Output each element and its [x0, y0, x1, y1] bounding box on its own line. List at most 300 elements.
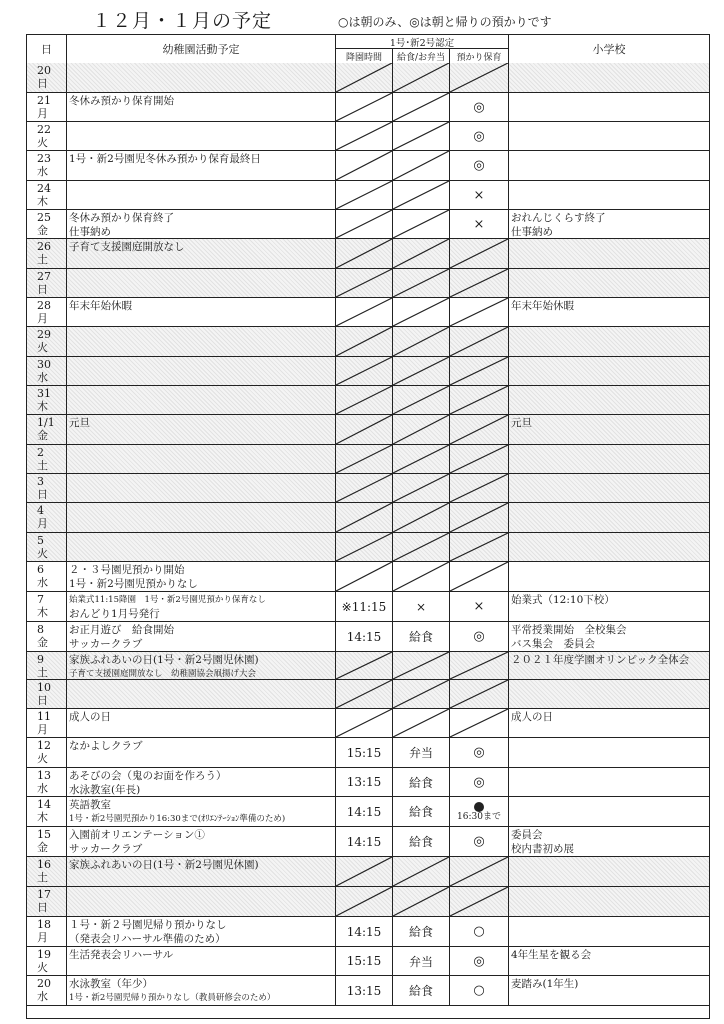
- not-applicable-slash: [393, 680, 449, 708]
- school-line: 元旦: [511, 417, 532, 429]
- not-applicable-slash: [393, 709, 449, 737]
- school-line: 仕事納め: [511, 226, 553, 238]
- dismissal-time-cell: [336, 887, 393, 916]
- activity-cell: [67, 797, 336, 826]
- date-number: 12: [37, 739, 51, 752]
- dismissal-time-cell: 15:15: [336, 947, 393, 975]
- activity-cell: [67, 63, 336, 92]
- meal-cell: 給食: [393, 976, 450, 1005]
- activity-line: 冬休み預かり保育開始: [69, 95, 174, 107]
- activity-line: 1号・新2号園児帰り預かりなし（教員研修会のため）: [69, 993, 276, 1003]
- elementary-school-cell: [509, 474, 709, 502]
- meal-cell: [393, 269, 450, 297]
- elementary-school-cell: [509, 63, 709, 92]
- elementary-school-cell: [509, 503, 709, 532]
- date-number: 3: [37, 475, 44, 488]
- date-number: 8: [37, 623, 44, 636]
- day-cell: [27, 592, 67, 621]
- dismissal-time-cell: [336, 210, 393, 238]
- care-mark: ◎: [473, 834, 485, 849]
- elementary-school-cell: [509, 239, 709, 268]
- extended-care-cell: [450, 181, 509, 209]
- dismissal-time-cell: [336, 533, 393, 561]
- dismissal-time-cell: [336, 269, 393, 297]
- activity-cell: [67, 93, 336, 121]
- not-applicable-slash: [336, 709, 392, 737]
- meal-cell: [393, 151, 450, 180]
- extended-care-cell: [450, 503, 509, 532]
- day-cell: [27, 357, 67, 385]
- care-until: 16:30まで: [457, 811, 501, 822]
- meal-cell: [393, 709, 450, 737]
- table-row: [27, 386, 709, 415]
- elementary-school-cell: [509, 415, 709, 444]
- extended-care-cell: [450, 210, 509, 238]
- not-applicable-slash: [450, 445, 508, 473]
- not-applicable-slash: [393, 652, 449, 679]
- care-mark: ×: [473, 599, 485, 614]
- day-cell: [27, 976, 67, 1005]
- activity-line: 英語教室: [69, 799, 111, 811]
- elementary-school-cell: [509, 827, 709, 856]
- elementary-school-cell: [509, 327, 709, 356]
- activity-line: 始業式11:15降園 1号・新2号園児預かり保育なし: [69, 595, 266, 605]
- activity-line: 元旦: [69, 417, 90, 429]
- day-cell: [27, 827, 67, 856]
- not-applicable-slash: [336, 210, 392, 238]
- meal-cell: [393, 210, 450, 238]
- table-row: [27, 93, 709, 122]
- not-applicable-slash: [393, 63, 449, 92]
- care-mark: ○: [473, 983, 485, 998]
- not-applicable-slash: [336, 298, 392, 326]
- care-mark: [474, 802, 484, 812]
- day-cell: [27, 239, 67, 268]
- care-mark: ×: [473, 187, 485, 203]
- not-applicable-slash: [336, 887, 392, 916]
- activity-cell: [67, 503, 336, 532]
- date-number: 7: [37, 593, 44, 606]
- activity-cell: [67, 181, 336, 209]
- activity-cell: [67, 768, 336, 796]
- not-applicable-slash: [450, 709, 508, 737]
- weekday: 月: [37, 723, 48, 736]
- school-line: おれんじくらす終了: [511, 212, 606, 224]
- table-row: [27, 709, 709, 738]
- extended-care-cell: [450, 680, 509, 708]
- table-row: [27, 947, 709, 976]
- dismissal-time-cell: [336, 357, 393, 385]
- elementary-school-cell: [509, 768, 709, 796]
- not-applicable-slash: [336, 680, 392, 708]
- extended-care-cell: [450, 445, 509, 473]
- not-applicable-slash: [336, 445, 392, 473]
- school-line: 始業式（12:10下校）: [511, 594, 615, 606]
- not-applicable-slash: [393, 269, 449, 297]
- activity-cell: [67, 917, 336, 946]
- weekday: 金: [37, 429, 48, 442]
- not-applicable-slash: [393, 887, 449, 916]
- date-number: 9: [37, 653, 44, 666]
- not-applicable-slash: [336, 63, 392, 92]
- weekday: 日: [37, 694, 48, 707]
- activity-cell: [67, 738, 336, 767]
- table-row: [27, 269, 709, 298]
- meal-cell: [393, 680, 450, 708]
- dismissal-time-cell: [336, 474, 393, 502]
- meal-cell: ×: [393, 592, 450, 621]
- extended-care-cell: [450, 151, 509, 180]
- activity-line: 1号・新2号園児預かり16:30まで(ｵﾘｴﾝﾃｰｼｮﾝ準備のため): [69, 814, 286, 824]
- not-applicable-slash: [450, 652, 508, 679]
- not-applicable-slash: [393, 151, 449, 180]
- extended-care-cell: [450, 797, 509, 826]
- dismissal-time-cell: [336, 680, 393, 708]
- table-row: [27, 298, 709, 327]
- weekday: 日: [37, 488, 48, 501]
- not-applicable-slash: [393, 93, 449, 121]
- elementary-school-cell: [509, 357, 709, 385]
- not-applicable-slash: [393, 533, 449, 561]
- table-row: [27, 239, 709, 269]
- table-row: [27, 445, 709, 474]
- activity-cell: [67, 592, 336, 621]
- extended-care-cell: [450, 533, 509, 561]
- table-row: [27, 415, 709, 445]
- elementary-school-cell: [509, 797, 709, 826]
- activity-cell: [67, 474, 336, 502]
- meal-cell: [393, 63, 450, 92]
- activity-cell: [67, 122, 336, 150]
- table-row: [27, 917, 709, 947]
- dismissal-time-cell: [336, 122, 393, 150]
- date-number: 20: [37, 64, 51, 77]
- care-mark: ◎: [473, 99, 485, 115]
- not-applicable-slash: [450, 503, 508, 532]
- not-applicable-slash: [450, 887, 508, 916]
- meal-cell: [393, 181, 450, 209]
- activity-line: 水泳教室(年長): [69, 784, 141, 796]
- day-cell: [27, 738, 67, 767]
- dismissal-time-cell: [336, 63, 393, 92]
- meal-cell: [393, 93, 450, 121]
- table-row: [27, 797, 709, 827]
- header-certified-group: 1号･新2号認定: [336, 35, 509, 48]
- not-applicable-slash: [336, 239, 392, 268]
- activity-line: 水泳教室（年少）: [69, 978, 153, 990]
- activity-line: 子育て支援園庭開放なし 幼稚園協会凧揚げ大会: [69, 669, 257, 679]
- not-applicable-slash: [393, 298, 449, 326]
- weekday: 火: [37, 752, 48, 765]
- meal-cell: 給食: [393, 827, 450, 856]
- table-row: [27, 210, 709, 239]
- date-number: 18: [37, 918, 51, 931]
- not-applicable-slash: [336, 652, 392, 679]
- activity-cell: [67, 976, 336, 1005]
- activity-cell: [67, 947, 336, 975]
- weekday: 木: [37, 606, 48, 619]
- activity-line: 子育て支援園庭開放なし: [69, 241, 185, 253]
- meal-cell: 給食: [393, 768, 450, 796]
- day-cell: [27, 415, 67, 444]
- day-cell: [27, 533, 67, 561]
- day-cell: [27, 269, 67, 297]
- care-mark: ×: [473, 216, 485, 232]
- dismissal-time-cell: [336, 181, 393, 209]
- extended-care-cell: [450, 947, 509, 975]
- day-cell: [27, 709, 67, 737]
- date-number: 24: [37, 182, 51, 195]
- extended-care-cell: [450, 768, 509, 796]
- weekday: 月: [37, 931, 48, 944]
- day-cell: [27, 917, 67, 946]
- table-row: [27, 63, 709, 93]
- extended-care-cell: [450, 738, 509, 767]
- not-applicable-slash: [336, 562, 392, 591]
- extended-care-cell: [450, 622, 509, 651]
- meal-cell: [393, 298, 450, 326]
- legend-note: ○は朝のみ、◎は朝と帰りの預かりです: [338, 15, 552, 29]
- activity-cell: [67, 239, 336, 268]
- table-header: [27, 35, 709, 64]
- activity-line: お正月遊び 給食開始: [69, 624, 174, 636]
- extended-care-cell: [450, 122, 509, 150]
- care-mark: ◎: [473, 745, 485, 760]
- day-cell: [27, 887, 67, 916]
- weekday: 木: [37, 195, 48, 208]
- not-applicable-slash: [336, 151, 392, 180]
- table-row: [27, 976, 709, 1006]
- activity-cell: [67, 709, 336, 737]
- activity-line: おんどり1月号発行: [69, 608, 160, 620]
- activity-cell: [67, 210, 336, 238]
- meal-cell: 給食: [393, 797, 450, 826]
- elementary-school-cell: [509, 622, 709, 651]
- care-mark: ◎: [473, 774, 485, 790]
- care-mark: ○: [473, 924, 485, 939]
- meal-cell: [393, 357, 450, 385]
- elementary-school-cell: [509, 592, 709, 621]
- activity-line: あそびの会（鬼のお面を作ろう）: [69, 770, 227, 782]
- activity-line: （発表会リハーサル準備のため）: [69, 933, 226, 945]
- weekday: 火: [37, 547, 48, 560]
- dismissal-time-cell: 15:15: [336, 738, 393, 767]
- day-cell: [27, 947, 67, 975]
- elementary-school-cell: [509, 122, 709, 150]
- header-extended-care: 預かり保育: [450, 48, 509, 63]
- weekday: 木: [37, 400, 48, 413]
- not-applicable-slash: [393, 503, 449, 532]
- not-applicable-slash: [336, 357, 392, 385]
- activity-cell: [67, 680, 336, 708]
- not-applicable-slash: [450, 562, 508, 591]
- weekday: 火: [37, 961, 48, 974]
- weekday: 水: [37, 990, 48, 1003]
- activity-cell: [67, 622, 336, 651]
- school-line: 平常授業開始 全校集会: [511, 624, 627, 636]
- school-line: 委員会: [511, 829, 543, 841]
- not-applicable-slash: [393, 181, 449, 209]
- dismissal-time-cell: 13:15: [336, 768, 393, 796]
- meal-cell: [393, 415, 450, 444]
- day-cell: [27, 327, 67, 356]
- not-applicable-slash: [336, 857, 392, 886]
- date-number: 20: [37, 977, 51, 990]
- extended-care-cell: [450, 827, 509, 856]
- not-applicable-slash: [393, 445, 449, 473]
- elementary-school-cell: [509, 947, 709, 975]
- not-applicable-slash: [393, 857, 449, 886]
- elementary-school-cell: [509, 533, 709, 561]
- date-number: 5: [37, 534, 44, 547]
- not-applicable-slash: [336, 327, 392, 356]
- not-applicable-slash: [393, 415, 449, 444]
- extended-care-cell: [450, 327, 509, 356]
- extended-care-cell: [450, 709, 509, 737]
- meal-cell: 給食: [393, 917, 450, 946]
- table-row: [27, 857, 709, 887]
- school-line: 4年生星を観る会: [511, 949, 592, 961]
- not-applicable-slash: [393, 386, 449, 414]
- table-row: [27, 827, 709, 857]
- elementary-school-cell: [509, 151, 709, 180]
- activity-cell: [67, 887, 336, 916]
- not-applicable-slash: [450, 386, 508, 414]
- day-cell: [27, 298, 67, 326]
- activity-line: １号・新２号園児帰り預かりなし: [69, 919, 227, 931]
- activity-cell: [67, 652, 336, 679]
- day-cell: [27, 122, 67, 150]
- date-number: 2: [37, 446, 44, 459]
- not-applicable-slash: [450, 239, 508, 268]
- not-applicable-slash: [336, 474, 392, 502]
- extended-care-cell: [450, 887, 509, 916]
- meal-cell: [393, 857, 450, 886]
- activity-cell: [67, 857, 336, 886]
- extended-care-cell: [450, 592, 509, 621]
- not-applicable-slash: [393, 327, 449, 356]
- meal-cell: [393, 386, 450, 414]
- extended-care-cell: [450, 357, 509, 385]
- extended-care-cell: [450, 474, 509, 502]
- day-cell: [27, 768, 67, 796]
- dismissal-time-cell: [336, 857, 393, 886]
- weekday: 月: [37, 312, 48, 325]
- meal-cell: [393, 562, 450, 591]
- school-line: 年末年始休暇: [511, 300, 574, 312]
- table-row: [27, 122, 709, 151]
- day-cell: [27, 445, 67, 473]
- extended-care-cell: [450, 93, 509, 121]
- table-row: [27, 622, 709, 652]
- weekday: 日: [37, 283, 48, 296]
- activity-line: 家族ふれあいの日(1号・新2号園児休園): [69, 859, 259, 871]
- care-mark: ◎: [473, 128, 485, 144]
- filled-circle-icon: [474, 802, 484, 812]
- weekday: 土: [37, 871, 48, 884]
- date-number: 14: [37, 798, 51, 811]
- date-number: 29: [37, 328, 51, 341]
- dismissal-time-cell: [336, 652, 393, 679]
- not-applicable-slash: [393, 562, 449, 591]
- not-applicable-slash: [450, 63, 508, 92]
- elementary-school-cell: [509, 210, 709, 238]
- activity-line: ２・３号園児預かり開始: [69, 564, 185, 576]
- meal-cell: [393, 327, 450, 356]
- not-applicable-slash: [336, 386, 392, 414]
- extended-care-cell: [450, 976, 509, 1005]
- elementary-school-cell: [509, 652, 709, 679]
- activity-line: サッカークラブ: [69, 843, 143, 855]
- activity-line: 冬休み預かり保育終了: [69, 212, 174, 224]
- dismissal-time-cell: [336, 415, 393, 444]
- meal-cell: [393, 887, 450, 916]
- not-applicable-slash: [393, 239, 449, 268]
- date-number: 26: [37, 240, 51, 253]
- table-row: [27, 887, 709, 917]
- not-applicable-slash: [336, 503, 392, 532]
- extended-care-cell: [450, 63, 509, 92]
- date-number: 19: [37, 948, 51, 961]
- table-row: [27, 680, 709, 709]
- weekday: 火: [37, 341, 48, 354]
- extended-care-cell: [450, 298, 509, 326]
- activity-line: 仕事納め: [69, 226, 111, 238]
- school-line: 成人の日: [511, 711, 553, 723]
- school-line: 麦踏み(1年生): [511, 978, 579, 990]
- extended-care-cell: [450, 269, 509, 297]
- date-number: 23: [37, 152, 51, 165]
- not-applicable-slash: [393, 357, 449, 385]
- dismissal-time-cell: 14:15: [336, 622, 393, 651]
- table-row: [27, 768, 709, 797]
- extended-care-cell: [450, 415, 509, 444]
- activity-cell: [67, 298, 336, 326]
- activity-line: なかよしクラブ: [69, 740, 143, 752]
- table-row: [27, 652, 709, 680]
- date-number: 13: [37, 769, 51, 782]
- care-mark: ◎: [473, 158, 485, 173]
- dismissal-time-cell: [336, 151, 393, 180]
- date-number: 21: [37, 94, 51, 107]
- extended-care-cell: [450, 857, 509, 886]
- day-cell: [27, 652, 67, 679]
- activity-line: 1号・新2号園児冬休み預かり保育最終日: [69, 153, 261, 165]
- meal-cell: 弁当: [393, 947, 450, 975]
- activity-cell: [67, 327, 336, 356]
- meal-cell: 給食: [393, 622, 450, 651]
- table-row: [27, 327, 709, 357]
- dismissal-time-cell: [336, 503, 393, 532]
- weekday: 月: [37, 107, 48, 120]
- day-cell: [27, 503, 67, 532]
- date-number: 17: [37, 888, 51, 901]
- meal-cell: [393, 445, 450, 473]
- day-cell: [27, 474, 67, 502]
- not-applicable-slash: [393, 122, 449, 150]
- dismissal-time-cell: ※11:15: [336, 592, 393, 621]
- meal-cell: [393, 474, 450, 502]
- elementary-school-cell: [509, 93, 709, 121]
- table-row: [27, 533, 709, 562]
- table-row: [27, 357, 709, 386]
- weekday: 木: [37, 811, 48, 824]
- weekday: 日: [37, 77, 48, 90]
- elementary-school-cell: [509, 562, 709, 591]
- table-row: [27, 562, 709, 592]
- header-activities: 幼稚園活動予定: [67, 35, 336, 63]
- weekday: 土: [37, 253, 48, 266]
